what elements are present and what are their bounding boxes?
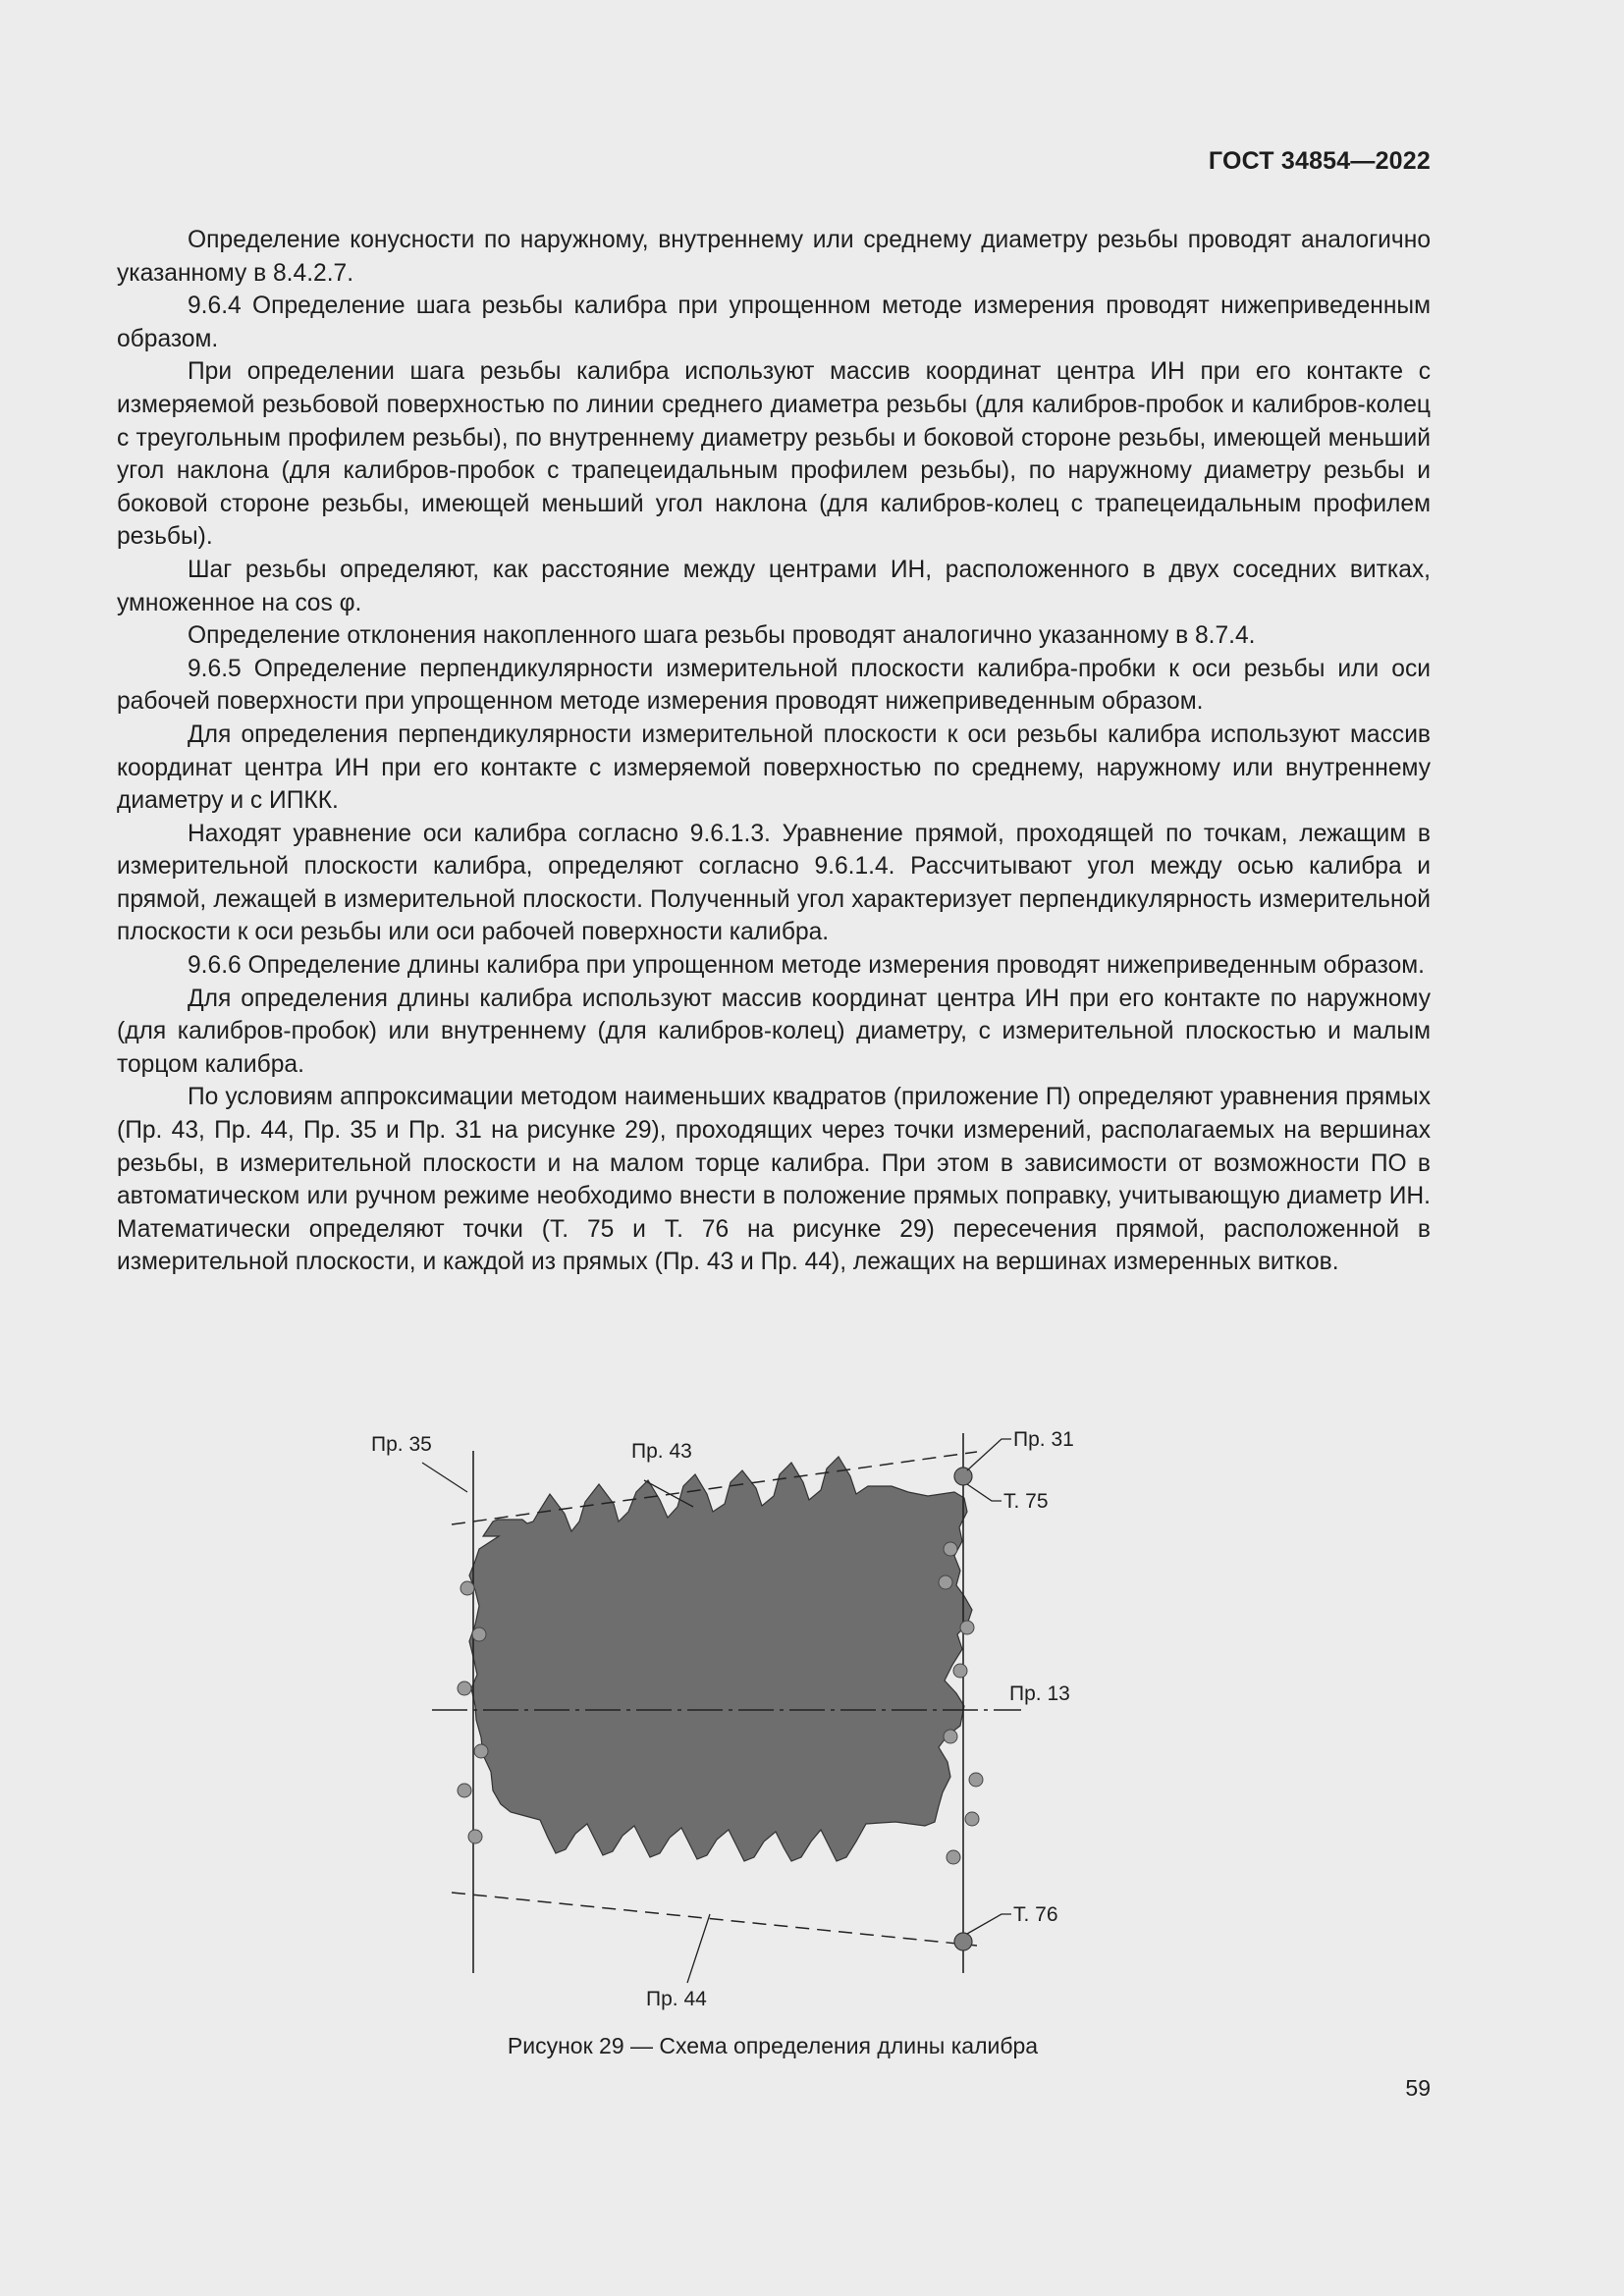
paragraph: 9.6.6 Определение длины калибра при упрощенном методе измерения проводят нижеприведенным образом. — [188, 952, 1426, 980]
figure-29 — [353, 1414, 1218, 2022]
label-line-44: Пр. 44 — [646, 1988, 707, 2010]
paragraph: Шаг резьбы определяют, как расстояние между центрами ИН, расположенного в двух соседних витках, умноженное на cos φ. — [117, 556, 1431, 616]
paragraph: При определении шага резьбы калибра используют массив координат центра ИН при его контакте с измеряемой резьбовой поверхностью по линии среднего диаметра резьбы (для калибров-пробок и калибров-колец с треугольным профилем резьбы), по внутреннему диаметру резьбы и боковой стороне резьбы, имеющей меньший угол наклона (для калибров-пробок с трапецеидальным профилем резьбы), по наружному диаметру резьбы и боковой стороне резьбы, имеющей меньший угол наклона (для калибров-колец с трапецеидальным профилем резьбы). — [117, 358, 1431, 551]
label-line-31: Пр. 31 — [1013, 1428, 1074, 1451]
paragraph: Для определения длины калибра используют массив координат центра ИН при его контакте по наружному (для калибров-пробок) или внутреннему (для калибров-колец) диаметру, с измерительной плоскостью и малым торцом калибра. — [117, 985, 1431, 1078]
label-line-43: Пр. 43 — [631, 1440, 692, 1463]
label-line-35: Пр. 35 — [371, 1433, 432, 1456]
body-text — [117, 224, 1431, 1279]
line-44 — [452, 1893, 977, 1946]
standard-header: ГОСТ 34854—2022 — [1208, 147, 1431, 175]
paragraph: 9.6.5 Определение перпендикулярности измерительной плоскости калибра-пробки к оси резьбы или оси рабочей поверхности при упрощенном методе измерения проводят нижеприведенным образом. — [117, 655, 1431, 716]
page-number: 59 — [1405, 2075, 1431, 2101]
figure-caption: Рисунок 29 — Схема определения длины калибра — [507, 2033, 1039, 2058]
label-point-76: Т. 76 — [1013, 1903, 1058, 1926]
point-75-marker — [954, 1468, 972, 1485]
label-line-13: Пр. 13 — [1009, 1682, 1070, 1705]
paragraph: 9.6.4 Определение шага резьбы калибра при упрощенном методе измерения проводят нижеприведенным образом. — [117, 293, 1431, 352]
paragraph: Находят уравнение оси калибра согласно 9.6.1.3. Уравнение прямой, проходящей по точкам, лежащим в измерительной плоскости калибра, определяют согласно 9.6.1.4. Рассчитывают угол между осью калибра и прямой, лежащей в измерительной плоскости. Полученный угол характеризует перпендикулярность измерительной плоскости к оси резьбы или оси рабочей поверхности калибра. — [117, 820, 1431, 946]
point-76-marker — [954, 1933, 972, 1950]
label-point-75: Т. 75 — [1003, 1490, 1049, 1513]
paragraph: Для определения перпендикулярности измерительной плоскости к оси резьбы калибра используют массив координат центра ИН при его контакте с измеряемой поверхностью по среднему, наружному или внутреннему диаметру и с ИПКК. — [117, 721, 1431, 815]
paragraph: По условиям аппроксимации методом наименьших квадратов (приложение П) определяют уравнения прямых (Пр. 43, Пр. 44, Пр. 35 и Пр. 31 на рисунке 29), проходящих через точки измерений, располагаемых на вершинах резьбы, в измерительной плоскости и на малом торце калибра. При этом в зависимости от возможности ПО в автоматическом или ручном режиме необходимо внести в положение прямых поправку, учитывающую диаметр ИН. Математически определяют точки (Т. 75 и Т. 76 на рисунке 29) пересечения прямой, расположенной в измерительной плоскости, и каждой из прямых (Пр. 43 и Пр. 44), лежащих на вершинах измеренных витков. — [117, 1084, 1431, 1276]
gauge-length-diagram — [353, 1414, 1218, 2022]
paragraph: Определение отклонения накопленного шага резьбы проводят аналогично указанному в 8.7.4. — [188, 622, 1256, 650]
gauge-body — [469, 1457, 972, 1861]
paragraph: Определение конусности по наружному, внутреннему или среднему диаметру резьбы проводят аналогично указанному в 8.4.2.7. — [117, 227, 1431, 287]
